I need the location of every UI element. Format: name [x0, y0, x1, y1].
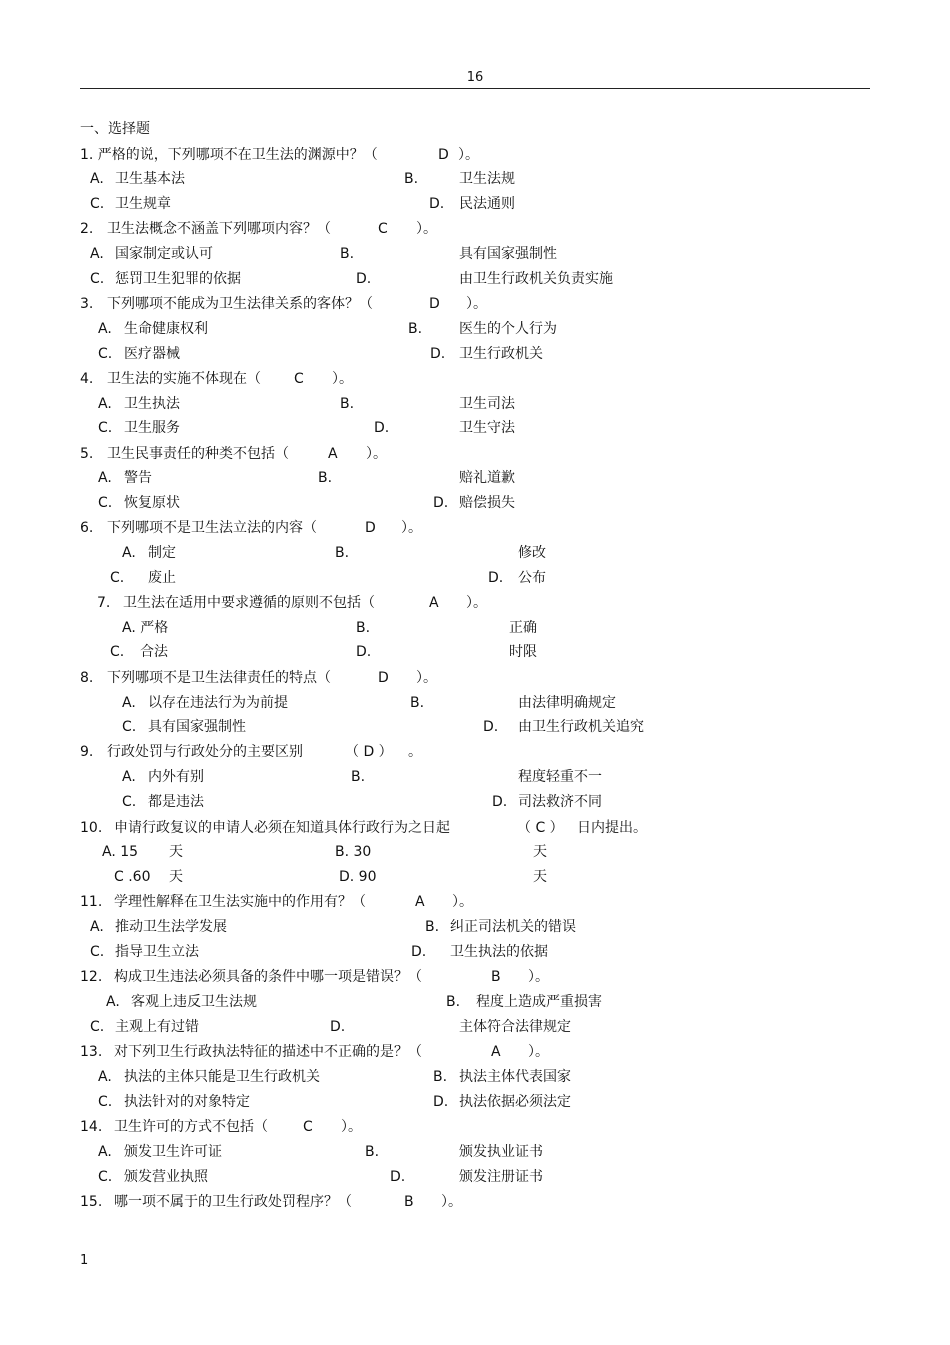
- text-line-segment: D.: [492, 794, 508, 810]
- text-line-segment: ）。: [441, 1194, 462, 1210]
- text-line-segment: 下列哪项不是卫生法律责任的特点（: [107, 670, 331, 686]
- text-line-segment: C: [303, 1119, 313, 1135]
- text-line-segment: 正确: [509, 620, 537, 636]
- text-line-segment: 9.: [80, 744, 94, 760]
- text-line-segment: A.: [98, 1069, 112, 1085]
- text-line-segment: 15.: [80, 1194, 103, 1210]
- text-line-segment: 颁发执业证书: [459, 1144, 543, 1160]
- text-line-segment: C.: [90, 271, 105, 287]
- text-line-segment: 6.: [80, 520, 94, 536]
- text-line-segment: 卫生执法的依据: [450, 944, 548, 960]
- text-line-segment: D.: [356, 271, 372, 287]
- text-line-segment: 执法针对的对象特定: [124, 1094, 250, 1110]
- text-line-segment: 以存在违法行为为前提: [148, 695, 288, 711]
- text-line-segment: 日内提出。: [577, 820, 647, 836]
- text-line-segment: 3.: [80, 296, 94, 312]
- text-line-segment: A.: [122, 695, 136, 711]
- text-line-segment: C.: [90, 1019, 105, 1035]
- text-line-segment: 10.: [80, 820, 103, 836]
- text-line-segment: D.: [430, 346, 446, 362]
- text-line-segment: A. 15: [102, 844, 139, 860]
- text-line-segment: 卫生行政机关: [459, 346, 543, 362]
- text-line-segment: C.: [98, 420, 113, 436]
- text-line-segment: D.: [356, 644, 372, 660]
- text-line-segment: A: [491, 1044, 501, 1060]
- text-line-segment: 客观上违反卫生法规: [131, 994, 257, 1010]
- text-line-segment: B.: [425, 919, 440, 935]
- text-line-segment: A.: [98, 396, 112, 412]
- text-line-segment: 程度上造成严重损害: [476, 994, 602, 1010]
- text-line-segment: 哪一项不属于的卫生行政处罚程序？（: [114, 1194, 352, 1210]
- text-line-segment: 天: [533, 869, 547, 885]
- text-line-segment: 卫生规章: [115, 196, 171, 212]
- text-line-segment: ）。: [416, 670, 437, 686]
- text-line-segment: C.: [98, 1169, 113, 1185]
- text-line-segment: ）。: [341, 1119, 362, 1135]
- text-line-segment: C.: [98, 346, 113, 362]
- text-line-segment: ）。: [401, 520, 422, 536]
- text-line-segment: ）。: [332, 371, 353, 387]
- text-line-segment: B.: [365, 1144, 380, 1160]
- text-line-segment: 制定: [148, 545, 176, 561]
- text-line-segment: 都是违法: [148, 794, 204, 810]
- text-line-segment: 由法律明确规定: [518, 695, 616, 711]
- text-line-segment: C.: [110, 570, 125, 586]
- text-line-segment: （ C ）: [517, 820, 564, 836]
- text-line-segment: D.: [374, 420, 390, 436]
- text-line-segment: A: [429, 595, 439, 611]
- text-line-segment: B.: [408, 321, 423, 337]
- text-line-segment: A.: [90, 919, 104, 935]
- text-line-segment: C: [378, 221, 388, 237]
- text-line-segment: C: [294, 371, 304, 387]
- text-line-segment: A. 严格: [122, 620, 169, 636]
- text-line-segment: ）。: [528, 969, 549, 985]
- text-line-segment: 5.: [80, 446, 94, 462]
- text-line-segment: D.: [411, 944, 427, 960]
- text-line-segment: （ D ）: [345, 744, 393, 760]
- text-line-segment: C.: [90, 944, 105, 960]
- text-line-segment: 生命健康权利: [124, 321, 208, 337]
- text-line-segment: 赔礼道歉: [459, 470, 515, 486]
- text-line-segment: A.: [122, 769, 136, 785]
- text-line-segment: 学理性解释在卫生法实施中的作用有？（: [114, 894, 366, 910]
- text-line-segment: 合法: [140, 644, 168, 660]
- text-line-segment: 司法救济不同: [518, 794, 602, 810]
- text-line-segment: 2.: [80, 221, 94, 237]
- text-line-segment: 13.: [80, 1044, 103, 1060]
- text-line-segment: D: [365, 520, 376, 536]
- text-line-segment: D.: [488, 570, 504, 586]
- text-line-segment: 民法通则: [459, 196, 515, 212]
- header-page-number: 16: [466, 70, 484, 85]
- section-title: 一、选择题: [80, 121, 150, 137]
- text-line-segment: B.: [335, 545, 350, 561]
- text-line-segment: 对下列卫生行政执法特征的描述中不正确的是？（: [114, 1044, 422, 1060]
- text-line-segment: D: [429, 296, 440, 312]
- text-line-segment: 医疗器械: [124, 346, 180, 362]
- text-line-segment: ）。: [466, 296, 487, 312]
- text-line-segment: 4.: [80, 371, 94, 387]
- text-line-segment: B.: [318, 470, 333, 486]
- text-line-segment: B: [491, 969, 501, 985]
- text-line-segment: 下列哪项不能成为卫生法律关系的客体？（: [107, 296, 373, 312]
- text-line-segment: B.: [410, 695, 425, 711]
- text-line-segment: 11.: [80, 894, 103, 910]
- text-line-segment: ）。: [452, 894, 473, 910]
- text-line-segment: ）。: [416, 221, 437, 237]
- text-line-segment: D: [438, 147, 449, 163]
- text-line-segment: 具有国家强制性: [148, 719, 246, 735]
- text-line-segment: 申请行政复议的申请人必须在知道具体行政行为之日起: [114, 820, 450, 836]
- text-line-segment: C.: [110, 644, 125, 660]
- text-line-segment: D.: [433, 1094, 449, 1110]
- text-line-segment: 14.: [80, 1119, 103, 1135]
- text-line-segment: 。: [408, 744, 422, 760]
- text-line-segment: 赔偿损失: [459, 495, 515, 511]
- text-line-segment: C.: [122, 794, 137, 810]
- header-rule: [80, 88, 870, 89]
- text-line-segment: 警告: [124, 470, 152, 486]
- text-line-segment: 卫生基本法: [115, 171, 185, 187]
- text-line-segment: 构成卫生违法必须具备的条件中哪一项是错误？（: [114, 969, 422, 985]
- text-line-segment: 天: [169, 844, 183, 860]
- text-line-segment: D.: [390, 1169, 406, 1185]
- text-line-segment: 主体符合法律规定: [459, 1019, 571, 1035]
- text-line-segment: 医生的个人行为: [459, 321, 557, 337]
- text-line-segment: ）。: [528, 1044, 549, 1060]
- text-line-segment: A: [415, 894, 425, 910]
- text-line-segment: 行政处罚与行政处分的主要区别: [107, 744, 303, 760]
- text-line-segment: 卫生民事责任的种类不包括（: [107, 446, 289, 462]
- text-line-segment: A.: [98, 1144, 112, 1160]
- text-line-segment: 颁发营业执照: [124, 1169, 208, 1185]
- text-line-segment: 执法依据必须法定: [459, 1094, 571, 1110]
- text-line-segment: 1. 严格的说，下列哪项不在卫生法的渊源中？（: [80, 147, 378, 163]
- text-line-segment: A.: [106, 994, 120, 1010]
- text-line-segment: A.: [122, 545, 136, 561]
- text-line-segment: 下列哪项不是卫生法立法的内容（: [107, 520, 317, 536]
- text-line-segment: 卫生法的实施不体现在（: [107, 371, 261, 387]
- text-line-segment: 惩罚卫生犯罪的依据: [115, 271, 241, 287]
- text-line-segment: 卫生法概念不涵盖下列哪项内容？（: [107, 221, 331, 237]
- text-line-segment: 具有国家强制性: [459, 246, 557, 262]
- text-line-segment: 国家制定或认可: [115, 246, 213, 262]
- text-line-segment: B.: [340, 246, 355, 262]
- text-line-segment: D.: [429, 196, 445, 212]
- text-line-segment: D.: [433, 495, 449, 511]
- text-line-segment: 卫生法规: [459, 171, 515, 187]
- text-line-segment: 公布: [518, 570, 546, 586]
- text-line-segment: 天: [169, 869, 183, 885]
- text-line-segment: 废止: [148, 570, 176, 586]
- text-line-segment: 由卫生行政机关负责实施: [459, 271, 613, 287]
- text-line-segment: ）。: [458, 147, 479, 163]
- text-line-segment: A.: [90, 171, 104, 187]
- text-line-segment: ）。: [366, 446, 387, 462]
- text-line-segment: 卫生守法: [459, 420, 515, 436]
- text-line-segment: D. 90: [339, 869, 377, 885]
- text-line-segment: 推动卫生法学发展: [115, 919, 227, 935]
- text-line-segment: B. 30: [335, 844, 372, 860]
- text-line-segment: 卫生司法: [459, 396, 515, 412]
- text-line-segment: 颁发卫生许可证: [124, 1144, 222, 1160]
- text-line-segment: 天: [533, 844, 547, 860]
- text-line-segment: 颁发注册证书: [459, 1169, 543, 1185]
- text-line-segment: 12.: [80, 969, 103, 985]
- text-line-segment: 指导卫生立法: [115, 944, 199, 960]
- text-line-segment: 纠正司法机关的错误: [450, 919, 576, 935]
- text-line-segment: B.: [433, 1069, 448, 1085]
- text-line-segment: B.: [404, 171, 419, 187]
- text-line-segment: C.: [90, 196, 105, 212]
- text-line-segment: 卫生法在适用中要求遵循的原则不包括（: [123, 595, 375, 611]
- text-line-segment: 时限: [509, 644, 537, 660]
- text-line-segment: 程度轻重不一: [518, 769, 602, 785]
- text-line-segment: 内外有别: [148, 769, 204, 785]
- text-line-segment: 由卫生行政机关追究: [518, 719, 644, 735]
- text-line-segment: 8.: [80, 670, 94, 686]
- text-line-segment: B.: [351, 769, 366, 785]
- text-line-segment: A.: [90, 246, 104, 262]
- text-line-segment: B: [404, 1194, 414, 1210]
- text-line-segment: 执法主体代表国家: [459, 1069, 571, 1085]
- text-line-segment: 执法的主体只能是卫生行政机关: [124, 1069, 320, 1085]
- text-line-segment: A: [328, 446, 338, 462]
- text-line-segment: B.: [340, 396, 355, 412]
- text-line-segment: 卫生许可的方式不包括（: [114, 1119, 268, 1135]
- footer-page-number: 1: [80, 1253, 89, 1268]
- text-line-segment: C.: [98, 495, 113, 511]
- text-line-segment: B.: [356, 620, 371, 636]
- text-line-segment: 修改: [518, 545, 546, 561]
- text-line-segment: ）。: [466, 595, 487, 611]
- text-line-segment: B.: [446, 994, 461, 1010]
- text-line-segment: 卫生执法: [124, 396, 180, 412]
- text-line-segment: 恢复原状: [124, 495, 180, 511]
- text-line-segment: A.: [98, 470, 112, 486]
- text-line-segment: C .60: [114, 869, 151, 885]
- text-line-segment: D: [378, 670, 389, 686]
- text-line-segment: 主观上有过错: [115, 1019, 199, 1035]
- text-line-segment: 卫生服务: [124, 420, 180, 436]
- text-line-segment: D.: [483, 719, 499, 735]
- text-line-segment: C.: [122, 719, 137, 735]
- text-line-segment: 7.: [97, 595, 111, 611]
- text-line-segment: C.: [98, 1094, 113, 1110]
- text-line-segment: A.: [98, 321, 112, 337]
- text-line-segment: D.: [330, 1019, 346, 1035]
